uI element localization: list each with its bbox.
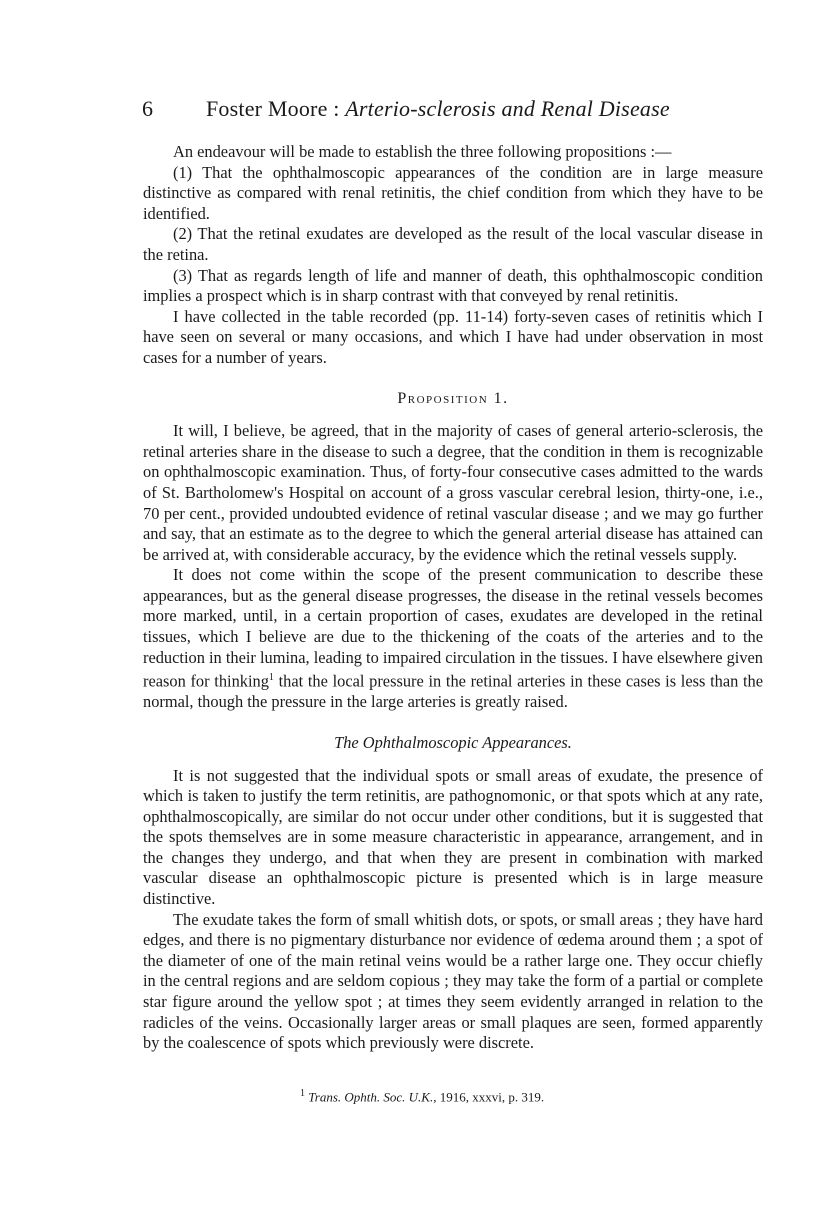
section-heading-text: Proposition 1. <box>397 389 509 407</box>
footnote-source: Trans. Ophth. Soc. U.K. <box>308 1089 434 1105</box>
proposition-1-statement: (1) That the ophthalmoscopic appearances of the condition are in large measure distinctive as compared with renal retinitis, the chief condition from which they have to be identified. <box>143 162 763 223</box>
article-body <box>143 142 763 1054</box>
proposition-2-statement: (2) That the retinal exudates are developed as the result of the local vascular disease in the retina. <box>143 224 763 264</box>
paragraph-text: It does not come within the scope of the present communication to describe these appearances, but as the general disease progresses, the disease in the retinal vessels becomes more marked, until, in a certain proportion of cases, exudates are developed in the retinal tissues, which I believe are due to the thickening of the coats of the arteries and to the reduction in their lumina, leading to impaired circulation in the tissues. I have elsewhere given reason for thinking <box>143 565 763 691</box>
author-name: Foster Moore : <box>206 96 340 121</box>
ophthalmoscopic-paragraph-1: It is not suggested that the individual spots or small areas of exudate, the presence of which is taken to justify the term retinitis, are pathognomonic, or that spots which at any rate, ophthalmoscopically, are similar do not occur under other conditions, but it is suggested that the spots themselves are in some measure characteristic in appearance, arrangement, and in the changes they undergo, and that when they are present in combination with marked vascular disease an ophthalmoscopic picture is presented which is in large measure distinctive. <box>143 765 763 909</box>
running-header <box>142 96 742 130</box>
proposition-1-paragraph-1: It will, I believe, be agreed, that in the majority of cases of general arterio-sclerosis, the retinal arteries share in the disease to such a degree, that the condition in them is recognizable on ophthalmoscopic examination. Thus, of forty-four consecutive cases admitted to the wards of St. Bartholomew's Hospital on account of a gross vascular cerebral lesion, thirty-one, i.e., 70 per cent., provided undoubted evidence of retinal vascular disease ; and we may go further and say, that an estimate as to the degree to which the general arterial disease has attained can be arrived at, with considerable accuracy, by the evidence which the retinal vessels supply. <box>143 421 763 564</box>
footnote-details: , 1916, xxxvi, p. 319. <box>433 1089 545 1105</box>
footnote <box>300 1088 720 1105</box>
running-title <box>206 96 670 122</box>
ophthalmoscopic-paragraph-2: The exudate takes the form of small whitish dots, or spots, or small areas ; they have hard edges, and there is no pigmentary disturbance nor evidence of œdema around them ; a spot of the diameter of one of the main retinal veins would be a rather large one. They occur chiefly in the central regions and are seldom copious ; they may take the form of a partial or complete star figure around the yellow spot ; at times they seem evidently arranged in relation to the radicles of the veins. Occasionally larger areas or small plaques are seen, formed apparently by the coalescence of spots which previously were discrete. <box>143 909 763 1053</box>
intro-lead: An endeavour will be made to establish the three following propositions :— <box>173 142 672 161</box>
title-and: and <box>501 96 536 121</box>
footnote-reference: 1 <box>268 672 274 684</box>
section-heading-proposition-1 <box>143 389 763 410</box>
proposition-1-paragraph-2 <box>143 565 763 713</box>
title-part2: Renal Disease <box>540 96 670 121</box>
section-heading-ophthalmoscopic: The Ophthalmoscopic Appearances. <box>334 732 572 752</box>
proposition-3-statement: (3) That as regards length of life and manner of death, this ophthalmoscopic condition implies a prospect which is in sharp contrast with that conveyed by renal retinitis. <box>143 265 763 306</box>
paragraph-text-continued: that the local pressure in the retinal arteries in these cases is less than the normal, though the pressure in the large arteries is greatly raised. <box>143 671 763 712</box>
footnote-marker: 1 <box>300 1088 305 1099</box>
cases-collected-paragraph: I have collected in the table recorded (pp. 11-14) forty-seven cases of retinitis which I have seen on several or many occasions, and which I have had under observation in most cases for a number of years. <box>143 306 763 367</box>
title-part1: Arterio-sclerosis <box>345 96 496 121</box>
page-number: 6 <box>142 96 154 121</box>
